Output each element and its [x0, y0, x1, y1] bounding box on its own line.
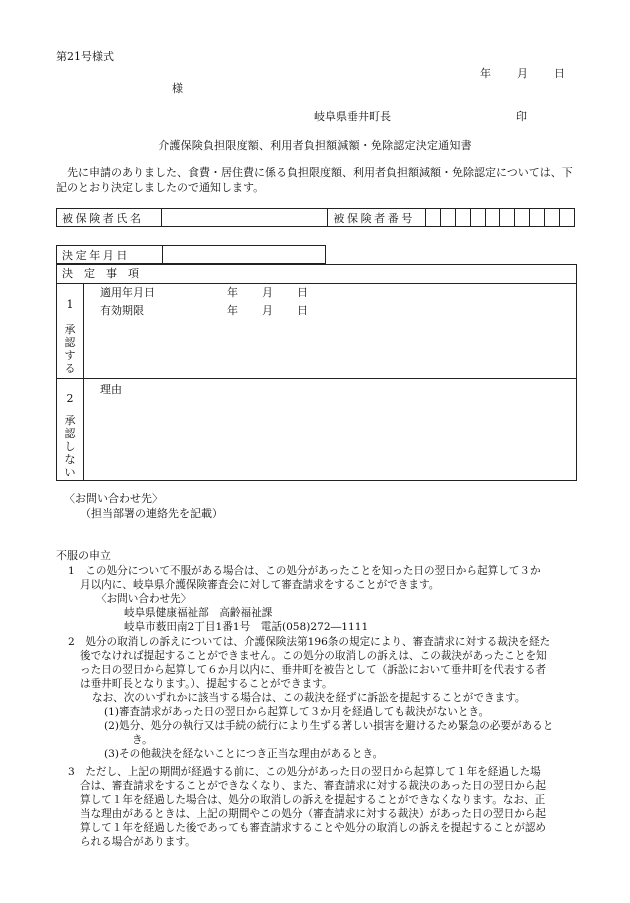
decision-matters-label: 決 定 事 項	[62, 267, 139, 280]
decision-date-label: 決定年月日	[57, 246, 163, 264]
insured-name-field[interactable]	[162, 209, 328, 227]
text-line: なお、次のいずれかに該当する場合は、この裁決を経ずに訴訟を提起することができます。	[92, 692, 526, 704]
intro-paragraph: 先に申請のありました、食費・居住費に係る負担限度額、利用者負担額減額・免除認定については、下記のとおり決定しましたので通知します。	[56, 166, 573, 194]
text-line: (3)その他裁決を経ないことにつき正当な理由があるとき。	[104, 748, 384, 760]
insured-number-digit[interactable]	[530, 209, 545, 227]
reject-number: 2	[66, 392, 74, 405]
text-line: 算して１年を経過した後であっても審査請求することや処分の取消しの訴えを提起することが認め	[80, 822, 547, 834]
insured-number-digit[interactable]	[455, 209, 470, 227]
text-line: 3 ただし、上記の期間が経過する前に、この処分があった日の翌日から起算して１年を経過した場	[68, 766, 541, 778]
text-line: 後でなければ提起することができません。この処分の取消しの訴えは、この裁決があったことを知	[80, 650, 547, 662]
apply-date-ymd: 年 月 日	[227, 286, 308, 299]
date-line	[480, 67, 565, 81]
insured-number-digit[interactable]	[485, 209, 500, 227]
section-divider	[57, 378, 576, 379]
insured-number-digit[interactable]	[440, 209, 455, 227]
text-line: (2)処分、処分の執行又は手続の続行により生ずる著しい損害を避けるため緊急の必要があると	[104, 720, 554, 732]
insured-number-digit[interactable]	[425, 209, 440, 227]
insured-number-label: 被保険者番号	[328, 209, 426, 227]
date-month: 月	[517, 67, 528, 80]
decision-box	[56, 264, 577, 481]
appeal-title: 不服の申立	[56, 549, 111, 562]
decision-date-table	[56, 245, 326, 264]
reason-label: 理由	[100, 383, 122, 396]
insured-number-digit[interactable]	[545, 209, 560, 227]
text-line: 岐阜県健康福祉部 高齢福祉課	[124, 607, 273, 619]
document-title: 介護保険負担限度額、利用者負担額減額・免除認定決定通知書	[158, 139, 472, 152]
insured-number-digit[interactable]	[470, 209, 485, 227]
approve-label: 承認する	[64, 323, 76, 375]
appeal-paragraph-1	[56, 564, 578, 634]
text-line: は垂井町長となります。）、提起することができます。	[80, 678, 333, 690]
valid-until-ymd: 年 月 日	[227, 304, 308, 317]
issuer-name: 岐阜県垂井町長	[314, 110, 391, 123]
text-line: 算して１年を経過した場合は、処分の取消しの訴えを提起することができなくなります。なお、正	[80, 794, 546, 806]
contact-label: 〈お問い合わせ先〉	[64, 492, 163, 505]
valid-until-label: 有効期限	[100, 304, 144, 317]
appeal-paragraph-2	[56, 635, 578, 761]
text-line: 1 この処分について不服がある場合は、この処分があったことを知った日の翌日から起算して３か	[68, 565, 541, 577]
text-line: られる場合があります。	[80, 836, 196, 848]
text-line: った日の翌日から起算して６か月以内に、垂井町を被告として（訴訟において垂井町を代表する者	[80, 664, 547, 676]
apply-date-label: 適用年月日	[100, 286, 155, 299]
contact-note: （担当部署の連絡先を記載）	[80, 507, 223, 520]
insured-number-digit[interactable]	[500, 209, 515, 227]
approve-number: 1	[66, 298, 74, 311]
seal-mark: 印	[516, 110, 527, 123]
column-divider	[83, 284, 84, 480]
insured-name-label: 被保険者氏名	[57, 209, 162, 227]
addressee-suffix: 様	[172, 82, 183, 95]
text-line: 岐阜市薮田南2丁目1番1号 電話(058)272―1111	[124, 621, 369, 633]
text-line: き。	[132, 734, 153, 746]
form-number: 第21号様式	[56, 50, 114, 63]
text-line: 合は、審査請求をすることができなくなり、また、審査請求に対する裁決のあった日の翌日から起	[80, 780, 547, 792]
text-line: 〈お問い合わせ先〉	[96, 593, 192, 605]
decision-date-field[interactable]	[163, 246, 326, 264]
appeal-paragraph-3	[56, 765, 578, 849]
insured-number-digit[interactable]	[515, 209, 530, 227]
insured-table	[56, 208, 575, 227]
text-line: (1)審査請求があった日の翌日から起算して３か月を経過しても裁決がないとき。	[104, 706, 490, 718]
date-year: 年	[480, 67, 491, 80]
reject-label: 承認しない	[64, 414, 76, 479]
text-line: 2 処分の取消しの訴えについては、介護保険法第196条の規定により、審査請求に対する裁決を経た	[68, 636, 551, 648]
text-line: 当な理由があるときは、上記の期間やこの処分（審査請求に対する裁決）があった日の翌日から起	[80, 808, 547, 820]
insured-number-digit[interactable]	[560, 209, 575, 227]
date-day: 日	[554, 67, 565, 80]
text-line: 月以内に、岐阜県介護保険審査会に対して審査請求をすることができます。	[80, 579, 440, 591]
decision-matters-header	[57, 265, 576, 284]
